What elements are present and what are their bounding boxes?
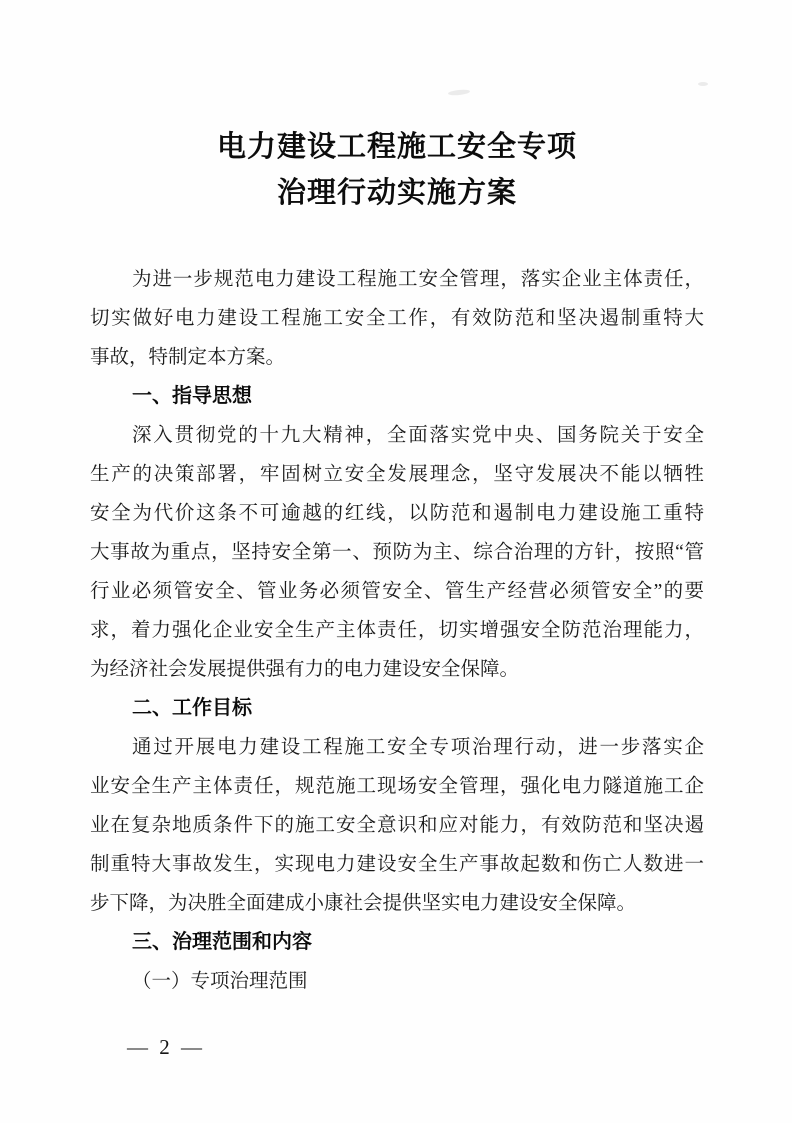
body-line: 生产的决策部署，牢固树立安全发展理念，坚守发展决不能以牺牲 xyxy=(90,464,704,485)
section-heading-2: 二、工作目标 xyxy=(132,697,252,719)
body-line: 安全为代价这条不可逾越的红线，以防范和遏制电力建设施工重特 xyxy=(90,503,704,524)
body-line: 步下降，为决胜全面建成小康社会提供坚实电力建设安全保障。 xyxy=(90,893,637,914)
body-line: 切实做好电力建设工程施工安全工作，有效防范和坚决遏制重特大 xyxy=(90,308,704,329)
title-line-2: 治理行动实施方案 xyxy=(276,177,517,209)
body-line: 为进一步规范电力建设工程施工安全管理，落实企业主体责任， xyxy=(132,269,704,290)
body-line: 制重特大事故发生，实现电力建设安全生产事故起数和伤亡人数进一 xyxy=(90,854,704,875)
body-line: 为经济社会发展提供强有力的电力建设安全保障。 xyxy=(90,659,520,680)
body-line: 行业必须管安全、管业务必须管安全、管生产经营必须管安全”的要 xyxy=(90,581,704,602)
scan-artifact xyxy=(698,82,708,86)
document-body xyxy=(90,260,704,1001)
page-number: — 2 — xyxy=(127,1035,205,1059)
body-line: 深入贯彻党的十九大精神，全面落实党中央、国务院关于安全 xyxy=(132,425,704,446)
subsection-heading: （一）专项治理范围 xyxy=(132,971,308,992)
title-line-1: 电力建设工程施工安全专项 xyxy=(216,131,577,163)
document-title xyxy=(90,124,704,216)
section-heading-3: 三、治理范围和内容 xyxy=(132,931,312,953)
body-line: 求，着力强化企业安全生产主体责任，切实增强安全防范治理能力， xyxy=(90,620,704,641)
body-line: 事故，特制定本方案。 xyxy=(90,347,286,368)
section-heading-1: 一、指导思想 xyxy=(132,385,252,407)
body-line: 业安全生产主体责任，规范施工现场安全管理，强化电力隧道施工企 xyxy=(90,776,704,797)
body-line: 大事故为重点，坚持安全第一、预防为主、综合治理的方针，按照“管 xyxy=(90,542,704,563)
page-content xyxy=(90,124,704,1001)
body-line: 通过开展电力建设工程施工安全专项治理行动，进一步落实企 xyxy=(132,737,704,758)
scan-artifact xyxy=(448,89,470,96)
body-line: 业在复杂地质条件下的施工安全意识和应对能力，有效防范和坚决遏 xyxy=(90,815,704,836)
